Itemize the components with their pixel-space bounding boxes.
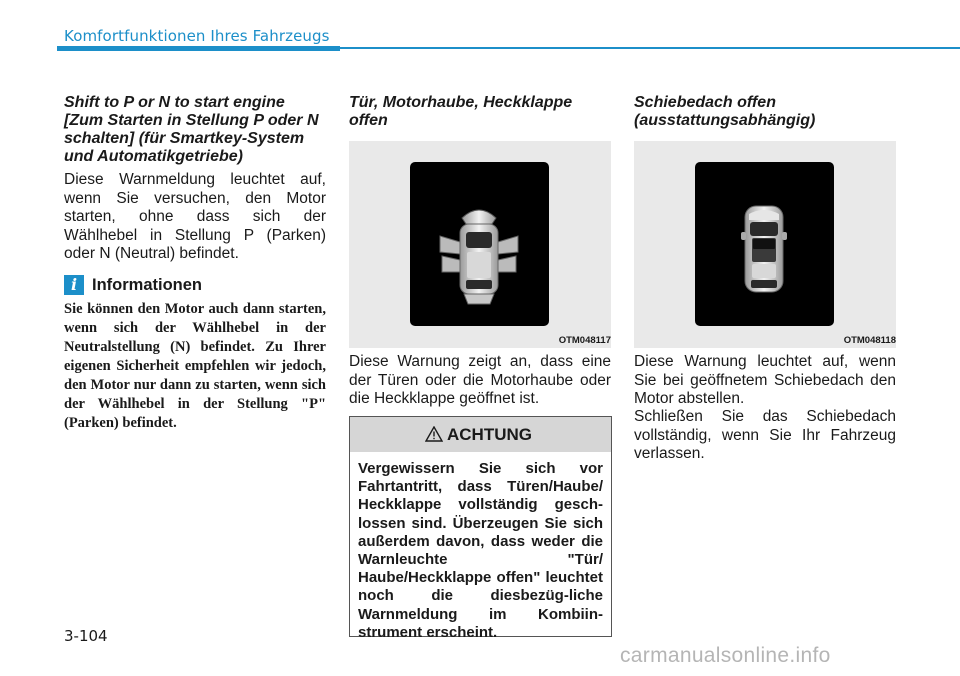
- warning-title: ACHTUNG: [447, 425, 532, 444]
- page-number: 3-104: [64, 627, 108, 645]
- header-accent-bar: [57, 46, 340, 51]
- sunroof-open-text: Diese Warnung leuchtet auf, wenn Sie bei geöffnetem Schiebedach den Motor abstellen.: [634, 353, 896, 407]
- warning-box: [349, 416, 612, 641]
- smartkey-shift-text: Diese Warnmeldung leuchtet auf, wenn Sie versuchen, den Motor starten, ohne dass sich der Wählhebel in Stellung P (Parken) oder N (Neutral) befindet.: [64, 171, 326, 262]
- cluster-display: [410, 162, 549, 326]
- car-doors-open-icon: [410, 162, 549, 326]
- watermark: carmanualsonline.info: [620, 644, 831, 667]
- door-open-illustration: [349, 141, 611, 348]
- section-title: Komfortfunktionen Ihres Fahrzeugs: [64, 27, 330, 45]
- sunroof-open-heading: Schiebedach offen (ausstattungsabhängig): [634, 94, 816, 129]
- header-rule: [340, 47, 960, 49]
- cluster-display: [695, 162, 834, 326]
- door-open-text: Diese Warnung zeigt an, dass eine der Türen oder die Motorhaube oder die Heckklappe geöffnet ist.: [349, 353, 611, 407]
- info-text: Sie können den Motor auch dann starten, wenn sich der Wählhebel in der Neutralstellung (N) befindet. Zu Ihrer eigenen Sicherheit empfehlen wir jedoch, den Motor nur dann zu starten, wenn sich der Wählhebel in der Stellung "P" (Parken) befindet.: [64, 301, 326, 431]
- info-icon: i: [64, 275, 84, 295]
- door-open-heading: Tür, Motorhaube, Heckklappe offen: [349, 94, 573, 129]
- info-title: Informationen: [92, 276, 202, 294]
- car-sunroof-open-icon: [695, 162, 834, 326]
- image-code: OTM048117: [558, 335, 611, 346]
- smartkey-shift-heading: Shift to P or N to start engine [Zum Starten in Stellung P oder N schalten] (für Smartkey-System und Automatikgetriebe): [64, 94, 319, 165]
- warning-text: Vergewissern Sie sich vor Fahrtantritt, dass Türen/Haube/ Heckklappe vollständig gesch-lossen sind. Überzeugen Sie sich außerdem davon, dass weder die Warnleuchte "Tür/ Haube/Heckklappe offen" leuchtet noch die diesbezüg-liche Warnmeldung im Kombiin-strument erscheint.: [358, 460, 603, 641]
- image-code: OTM048118: [843, 335, 896, 346]
- sunroof-close-text: Schließen Sie das Schiebedach vollständig, wenn Sie Ihr Fahrzeug verlassen.: [634, 408, 896, 462]
- sunroof-open-illustration: [634, 141, 896, 348]
